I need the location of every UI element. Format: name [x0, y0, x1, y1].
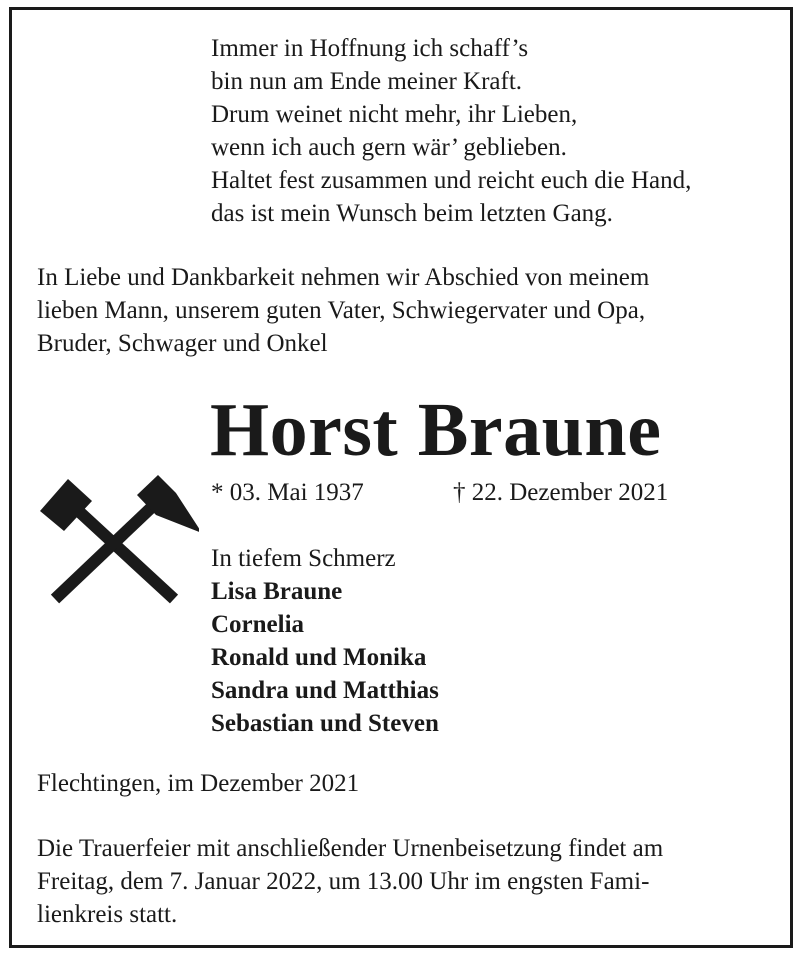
mourner-name: Sebastian und Steven	[211, 710, 439, 737]
poem-line: Drum weinet nicht mehr, ihr Lieben,	[211, 101, 578, 128]
hammer-and-pick-icon	[34, 465, 199, 610]
mourner-name: Lisa Braune	[211, 578, 343, 605]
poem	[211, 32, 691, 230]
farewell-line: In Liebe und Dankbarkeit nehmen wir Abschied von meinem	[37, 264, 650, 291]
mourner-name: Sandra und Matthias	[211, 677, 439, 704]
poem-line: wenn ich auch gern wär’ geblieben.	[211, 134, 567, 161]
funeral-line: Freitag, dem 7. Januar 2022, um 13.00 Uhr im engsten Fami-	[37, 868, 650, 895]
birth-date: * 03. Mai 1937	[211, 479, 364, 506]
funeral-line: lienkreis statt.	[37, 901, 178, 928]
farewell-line: Bruder, Schwager und Onkel	[37, 330, 328, 357]
funeral-notice	[37, 832, 782, 931]
death-date: † 22. Dezember 2021	[453, 479, 669, 506]
mourners	[211, 542, 439, 740]
poem-line: bin nun am Ende meiner Kraft.	[211, 68, 523, 95]
mourner-name: Ronald und Monika	[211, 644, 427, 671]
deceased-name: Horst Braune	[210, 388, 662, 472]
poem-line: Immer in Hoffnung ich schaff’s	[211, 35, 529, 62]
mourners-heading: In tiefem Schmerz	[211, 545, 396, 572]
poem-line: Haltet fest zusammen und reicht euch die Hand,	[211, 167, 692, 194]
place-and-date: Flechtingen, im Dezember 2021	[37, 770, 360, 797]
mourner-name: Cornelia	[211, 611, 305, 638]
funeral-line: Die Trauerfeier mit anschließender Urnenbeisetzung findet am	[37, 835, 664, 862]
farewell-line: lieben Mann, unserem guten Vater, Schwiegervater und Opa,	[37, 297, 646, 324]
farewell-text	[37, 261, 777, 360]
poem-line: das ist mein Wunsch beim letzten Gang.	[211, 200, 613, 227]
obituary-frame	[9, 7, 793, 948]
